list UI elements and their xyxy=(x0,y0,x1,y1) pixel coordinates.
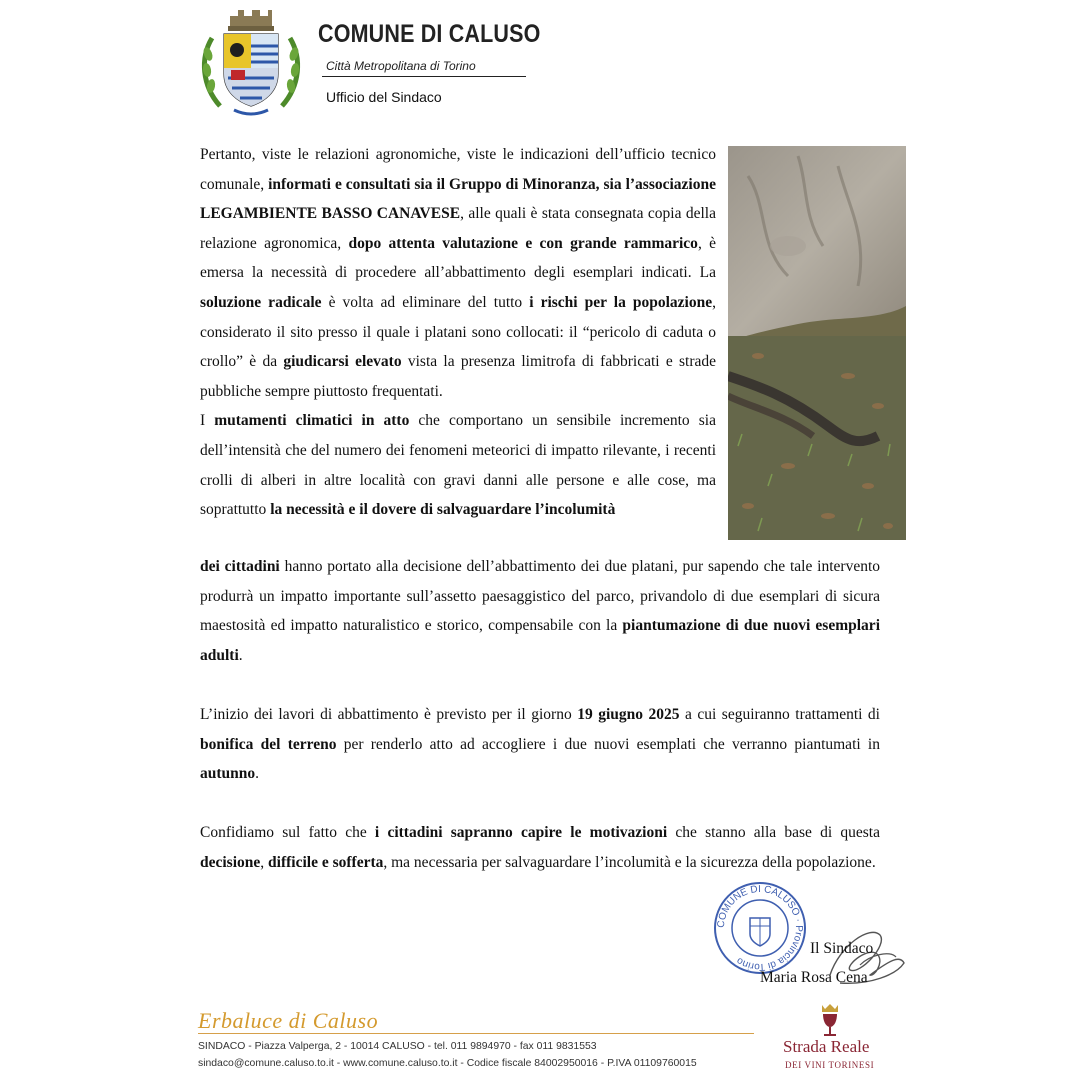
footer-brand: Erbaluce di Caluso xyxy=(198,1008,379,1033)
header-divider xyxy=(322,76,526,77)
bold-text-run: difficile e sofferta xyxy=(268,853,384,871)
text-run: per renderlo atto ad accogliere i due nuovi esemplati che verranno piantumati in xyxy=(336,735,880,753)
bold-text-run: autunno xyxy=(200,765,256,783)
bold-text-run: la necessità e il dovere di salvaguardare l’incolumità xyxy=(270,501,616,519)
paragraph-2 xyxy=(200,700,880,789)
text-run: L’inizio dei lavori di abbattimento è previsto per il giorno xyxy=(200,706,578,723)
stamp-text: COMUNE DI CALUSO · Provincia di Torino xyxy=(715,883,805,973)
text-run: I xyxy=(200,412,215,430)
text-run: che stanno alla base di questa xyxy=(667,824,880,841)
text-run: a cui seguiranno trattamenti di xyxy=(679,706,880,723)
tree-trunk-photo xyxy=(728,146,906,540)
mayor-title: Il Sindaco xyxy=(810,940,874,957)
wine-glass-crown-icon xyxy=(816,1003,844,1039)
strada-reale-title: Strada Reale xyxy=(783,1037,870,1056)
paragraph-1c xyxy=(200,552,880,670)
bold-text-run: 19 giugno 2025 xyxy=(577,706,680,723)
paragraph-1b xyxy=(200,406,716,524)
text-run: che comportano un sensibile incremento sia dell’intensità che del numero dei fenomeni meteorici di impatto rilevante, i recenti crolli di alberi in altre località con gravi danni alle persone e alle cose, ma soprattutto xyxy=(200,412,716,519)
paragraph-3 xyxy=(200,818,880,877)
bold-text-run: giudicarsi elevato xyxy=(283,353,402,371)
bold-text-run: piantumazione di due nuovi esemplari adulti xyxy=(200,617,880,664)
organization-subtitle: Città Metropolitana di Torino xyxy=(326,59,476,73)
bold-text-run: i cittadini sapranno capire le motivazioni xyxy=(374,824,668,841)
text-run: , considerato il sito presso il quale i platani sono collocati: il “pericolo di caduta o crollo” è da xyxy=(200,293,716,371)
main-paragraph-continued xyxy=(200,552,880,670)
paragraph-2-text xyxy=(200,700,880,789)
bold-text-run: soluzione radicale xyxy=(200,293,322,311)
text-run: Pertanto, viste le relazioni agronomiche, viste le indicazioni dell’ufficio tecnico comunale, xyxy=(200,146,716,193)
municipal-crest-icon xyxy=(198,6,304,118)
text-run: è volta ad eliminare del tutto xyxy=(321,293,530,311)
footer-divider xyxy=(198,1033,754,1034)
text-run: . xyxy=(238,646,243,664)
bold-text-run: dei cittadini xyxy=(200,558,280,575)
paragraph-3-text xyxy=(200,818,880,877)
text-run: , alle quali è stata consegnata copia della relazione agronomica, xyxy=(200,205,716,252)
official-stamp-icon xyxy=(712,880,808,976)
bold-text-run: mutamenti climatici in atto xyxy=(214,412,410,430)
text-run: , è emersa la necessità di procedere all’abbattimento degli esemplari indicati. La xyxy=(200,234,716,282)
bold-text-run: bonifica del terreno xyxy=(200,735,337,753)
footer-contacts: sindaco@comune.caluso.to.it - www.comune.caluso.to.it - Codice fiscale 84002950016 - P.IVA 01109760015 xyxy=(198,1058,697,1069)
text-run: vista la presenza limitrofa di fabbricati e strade pubbliche sempre piuttosto frequentati. xyxy=(200,353,716,400)
text-run: . xyxy=(255,765,260,783)
office-label: Ufficio del Sindaco xyxy=(326,89,442,105)
bold-text-run: decisione xyxy=(200,853,261,871)
mayor-name: Maria Rosa Cena xyxy=(760,969,868,986)
text-run: , ma necessaria per salvaguardare l’incolumità e la sicurezza della popolazione. xyxy=(383,853,876,871)
text-run: Confidiamo sul fatto che xyxy=(200,824,375,841)
text-run: hanno portato alla decisione dell’abbattimento dei due platani, pur sapendo che tale intervento produrrà un impatto importante sull’assetto paesaggistico del parco, privandolo di due esemplari di sicura maestosità ed impatto naturalistico e storico, compensabile con la xyxy=(200,558,881,635)
main-paragraph xyxy=(200,140,716,525)
text-run: , xyxy=(260,853,269,871)
paragraph-1 xyxy=(200,140,716,406)
footer-address: SINDACO - Piazza Valperga, 2 - 10014 CALUSO - tel. 011 9894970 - fax 011 9831553 xyxy=(198,1041,597,1052)
organization-name: COMUNE DI CALUSO xyxy=(318,20,541,48)
bold-text-run: i rischi per la popolazione xyxy=(529,293,713,311)
bold-text-run: informati e consultati sia il Gruppo di Minoranza, sia l’associazione LEGAMBIENTE BASSO CANAVESE xyxy=(200,175,716,223)
strada-reale-subtitle: DEI VINI TORINESI xyxy=(785,1060,875,1070)
bold-text-run: dopo attenta valutazione e con grande rammarico xyxy=(348,234,698,252)
